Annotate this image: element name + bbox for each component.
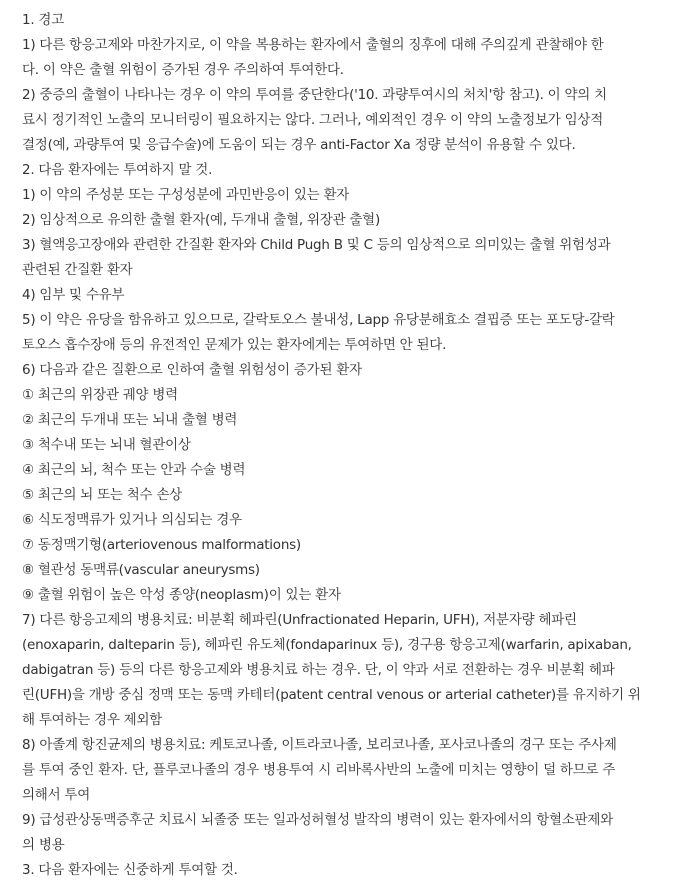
text-line: 4) 임부 및 수유부 bbox=[22, 287, 125, 303]
text-line: 2) 임상적으로 유의한 출혈 환자(예, 두개내 출혈, 위장관 출혈) bbox=[22, 212, 380, 228]
heading-contraindications: 2. 다음 환자에는 투여하지 말 것. bbox=[22, 162, 213, 178]
text-line: 6) 다음과 같은 질환으로 인하여 출혈 위험성이 증가된 환자 bbox=[22, 362, 362, 378]
text-line: 의해서 투여 bbox=[22, 787, 90, 803]
text-line: 2) 중증의 출혈이 나타나는 경우 이 약의 투여를 중단한다('10. 과량투여시의 처치'항 참고). 이 약의 치 bbox=[22, 87, 607, 103]
heading-warnings: 1. 경고 bbox=[22, 12, 65, 28]
list-item: ⑨ 출혈 위험이 높은 악성 종양(neoplasm)이 있는 환자 bbox=[22, 587, 341, 603]
list-item: ⑥ 식도정맥류가 있거나 의심되는 경우 bbox=[22, 512, 242, 528]
text-line: 린(UFH)을 개방 중심 정맥 또는 동맥 카테터(patent central venous or arterial catheter)를 유지하기 위 bbox=[22, 687, 641, 703]
text-line: 를 투여 중인 환자. 단, 플루코나졸의 경우 병용투여 시 리바록사반의 노출에 미치는 영향이 덜 하므로 주 bbox=[22, 762, 616, 778]
text-line: 5) 이 약은 유당을 함유하고 있으므로, 갈락토오스 불내성, Lapp 유당분해효소 결핍증 또는 포도당-갈락 bbox=[22, 312, 615, 328]
text-line: 해 투여하는 경우 제외함 bbox=[22, 712, 163, 728]
list-item: ④ 최근의 뇌, 척수 또는 안과 수술 병력 bbox=[22, 462, 246, 478]
text-line: 1) 이 약의 주성분 또는 구성성분에 과민반응이 있는 환자 bbox=[22, 187, 350, 203]
text-line: 다. 이 약은 출혈 위험이 증가된 경우 주의하여 투여한다. bbox=[22, 62, 344, 78]
list-item: ⑧ 혈관성 동맥류(vascular aneurysms) bbox=[22, 562, 260, 578]
heading-precautions: 3. 다음 환자에는 신중하게 투여할 것. bbox=[22, 862, 238, 878]
text-line: 7) 다른 항응고제의 병용치료: 비분획 헤파린(Unfractionated Heparin, UFH), 저분자량 헤파린 bbox=[22, 612, 577, 628]
list-item: ① 최근의 위장관 궤양 병력 bbox=[22, 387, 178, 403]
text-line: 1) 다른 항응고제와 마찬가지로, 이 약을 복용하는 환자에서 출혈의 징후에 대해 주의깊게 관찰해야 한 bbox=[22, 37, 604, 53]
list-item: ③ 척수내 또는 뇌내 혈관이상 bbox=[22, 437, 191, 453]
list-item: ⑦ 동정맥기형(arteriovenous malformations) bbox=[22, 537, 301, 553]
text-line: 토오스 흡수장애 등의 유전적인 문제가 있는 환자에게는 투여하면 안 된다. bbox=[22, 337, 447, 353]
text-line: 관련된 간질환 환자 bbox=[22, 262, 133, 278]
text-line: 의 병용 bbox=[22, 837, 65, 853]
text-line: dabigatran 등) 등의 다른 항응고제와 병용치료 하는 경우. 단, 이 약과 서로 전환하는 경우 비분획 헤파 bbox=[22, 662, 615, 678]
text-line: 3) 혈액응고장애와 관련한 간질환 환자와 Child Pugh B 및 C 등의 임상적으로 의미있는 출혈 위험성과 bbox=[22, 237, 611, 253]
list-item: ② 최근의 두개내 또는 뇌내 출혈 병력 bbox=[22, 412, 238, 428]
text-line: 9) 급성관상동맥증후군 치료시 뇌졸중 또는 일과성허혈성 발작의 병력이 있는 환자에서의 항혈소판제와 bbox=[22, 812, 613, 828]
text-line: (enoxaparin, dalteparin 등), 헤파린 유도체(fondaparinux 등), 경구용 항응고제(warfarin, apixaban, bbox=[22, 637, 632, 653]
text-line: 료시 정기적인 노출의 모니터링이 필요하지는 않다. 그러나, 예외적인 경우 이 약의 노출정보가 임상적 bbox=[22, 112, 604, 128]
list-item: ⑤ 최근의 뇌 또는 척수 손상 bbox=[22, 487, 182, 503]
text-line: 결정(예, 과량투여 및 응급수술)에 도움이 되는 경우 anti-Factor Xa 정량 분석이 유용할 수 있다. bbox=[22, 137, 576, 153]
text-line: 8) 아졸계 항진균제의 병용치료: 케토코나졸, 이트라코나졸, 보리코나졸, 포사코나졸의 경구 또는 주사제 bbox=[22, 737, 617, 753]
